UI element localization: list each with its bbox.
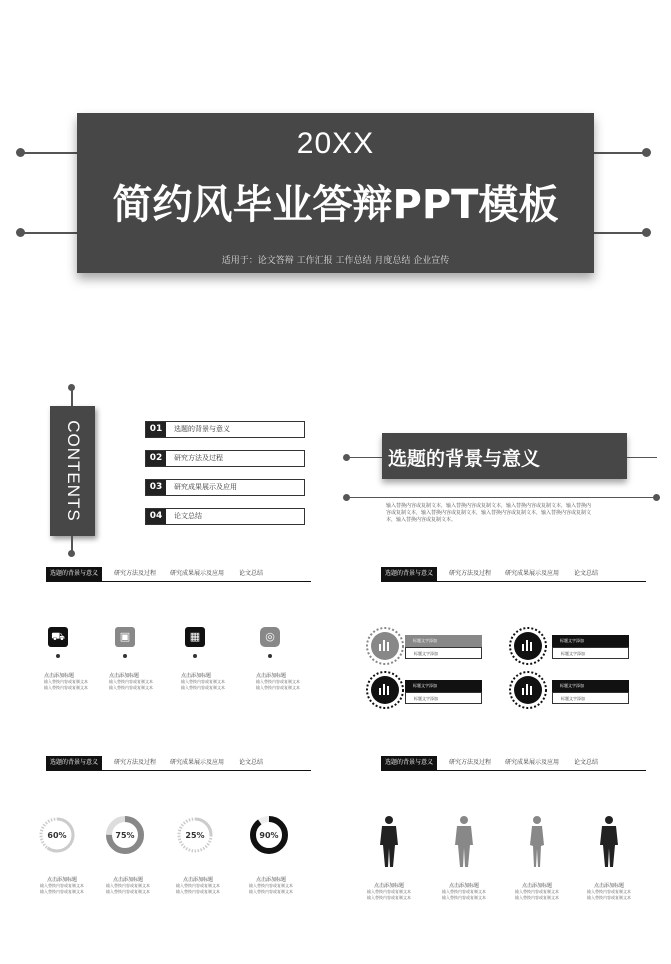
toc-label: 选题的背景与意义 bbox=[174, 425, 230, 433]
card-title: 点击添加标题 bbox=[112, 877, 143, 883]
card-line: 输入替换内容或复制文本 bbox=[106, 889, 150, 894]
tab-summary[interactable]: 论文总结 bbox=[239, 570, 264, 577]
icon-card-1 bbox=[44, 672, 88, 691]
tab-background[interactable]: 选题的背景与意义 bbox=[46, 567, 102, 581]
section-dot-divider-right bbox=[653, 494, 660, 501]
card-line: 输入替换内容或复制文本 bbox=[587, 895, 631, 900]
target-icon: ◎ bbox=[260, 627, 280, 647]
card-line: 输入替换内容或复制文本 bbox=[442, 895, 486, 900]
hero-line-right-top bbox=[594, 152, 646, 154]
card-title: 点击添加标题 bbox=[521, 883, 552, 889]
card-line: 输入替换内容或复制文本 bbox=[367, 889, 411, 894]
card-line: 输入替换内容或复制文本 bbox=[256, 685, 300, 690]
section-title: 选题的背景与意义 bbox=[388, 448, 541, 470]
donut-label: 90% bbox=[259, 831, 279, 840]
hero-dot-right-top bbox=[642, 148, 651, 157]
card-line: 输入替换内容或复制文本 bbox=[256, 679, 300, 684]
section-dot-divider-left bbox=[343, 494, 350, 501]
toc-label: 研究成果展示及应用 bbox=[174, 483, 237, 491]
hero-line-right-bottom bbox=[594, 232, 646, 234]
person-silhouette-icon bbox=[453, 815, 475, 869]
tab-bar bbox=[46, 756, 311, 770]
toc-label: 研究方法及过程 bbox=[174, 454, 223, 462]
tab-method[interactable]: 研究方法及过程 bbox=[449, 570, 492, 577]
card-title: 点击添加标题 bbox=[44, 673, 75, 679]
hero-year: 20XX bbox=[296, 127, 375, 160]
icon-dot bbox=[56, 654, 60, 658]
donut-card-3 bbox=[173, 876, 223, 895]
contents-dot-top bbox=[68, 384, 75, 391]
card-line: 输入替换内容或复制文本 bbox=[176, 889, 220, 894]
tab-summary[interactable]: 论文总结 bbox=[574, 759, 599, 766]
donut-label: 75% bbox=[115, 831, 135, 840]
donut-charts bbox=[0, 800, 340, 870]
hero-title: 简约风毕业答辩PPT模板 bbox=[112, 182, 559, 228]
hero-subtitle: 适用于：论文答辩 工作汇报 工作总结 月度总结 企业宣传 bbox=[221, 256, 450, 266]
donut-card-1 bbox=[37, 876, 87, 895]
card-title: 点击添加标题 bbox=[256, 673, 287, 679]
section-line-left bbox=[347, 457, 382, 458]
tab-background[interactable]: 选题的背景与意义 bbox=[381, 756, 437, 770]
donut-card-4 bbox=[246, 876, 296, 895]
hero-line-left-top bbox=[20, 152, 77, 154]
card-line: 输入替换内容或复制文本 bbox=[109, 679, 153, 684]
tab-bar bbox=[46, 567, 311, 581]
card-line: 输入替换内容或复制文本 bbox=[181, 679, 225, 684]
tab-underline bbox=[46, 770, 311, 771]
icon-dot bbox=[268, 654, 272, 658]
toc-item-2[interactable] bbox=[145, 450, 305, 467]
person-card-3 bbox=[514, 882, 560, 901]
card-title: 点击添加标题 bbox=[373, 883, 404, 889]
tab-method[interactable]: 研究方法及过程 bbox=[449, 759, 492, 766]
section-title-box bbox=[382, 433, 627, 479]
calculator-icon: ▦ bbox=[185, 627, 205, 647]
card-line: 输入替换内容或复制文本 bbox=[367, 895, 411, 900]
badge-title: 标题文字添加 bbox=[405, 680, 482, 692]
badge-title: 标题文字添加 bbox=[552, 680, 629, 692]
person-card-2 bbox=[441, 882, 487, 901]
card-line: 输入替换内容或复制文本 bbox=[40, 889, 84, 894]
badge-title: 标题文字添加 bbox=[405, 635, 482, 647]
person-silhouette-icon bbox=[378, 815, 400, 869]
hero-banner bbox=[77, 113, 594, 273]
badge-title: 标题文字添加 bbox=[552, 635, 629, 647]
cart-icon: ⛟ bbox=[48, 627, 68, 647]
tab-underline bbox=[46, 581, 311, 582]
tab-bar bbox=[381, 567, 646, 581]
card-line: 输入替换内容或复制文本 bbox=[587, 889, 631, 894]
card-line: 输入替换内容或复制文本 bbox=[181, 685, 225, 690]
hero-dot-left-top bbox=[16, 148, 25, 157]
toc-number: 04 bbox=[146, 509, 166, 524]
contents-label: CONTENTS bbox=[63, 420, 83, 522]
tab-summary[interactable]: 论文总结 bbox=[239, 759, 264, 766]
section-divider bbox=[347, 497, 657, 498]
tab-background[interactable]: 选题的背景与意义 bbox=[46, 756, 102, 770]
badge-desc: 标题文字添加 bbox=[552, 647, 629, 659]
badge-desc: 标题文字添加 bbox=[552, 692, 629, 704]
badge-desc: 标题文字添加 bbox=[405, 692, 482, 704]
donut-label: 25% bbox=[185, 831, 205, 840]
card-line: 输入替换内容或复制文本 bbox=[249, 889, 293, 894]
section-line-right bbox=[627, 457, 657, 458]
card-line: 输入替换内容或复制文本 bbox=[106, 883, 150, 888]
card-title: 点击添加标题 bbox=[182, 877, 213, 883]
toc-number: 01 bbox=[146, 422, 166, 437]
card-line: 输入替换内容或复制文本 bbox=[249, 883, 293, 888]
hero-dot-left-bottom bbox=[16, 228, 25, 237]
chart-badge-icon bbox=[365, 670, 405, 710]
card-title: 点击添加标题 bbox=[46, 877, 77, 883]
contents-bar bbox=[50, 406, 95, 536]
card-line: 输入替换内容或复制文本 bbox=[44, 685, 88, 690]
person-silhouette-icon bbox=[598, 815, 620, 869]
card-title: 点击添加标题 bbox=[255, 877, 286, 883]
card-line: 输入替换内容或复制文本 bbox=[515, 889, 559, 894]
section-paragraph: 输入替换内容或复制文本，输入替换内容或复制文本，输入替换内容或复制文本，输入替换内容或复制文本，输入替换内容或复制文本，输入替换内容或复制文本，输入替换内容或复制文本，输入替换内容或复制文本。 bbox=[386, 503, 592, 523]
donut-label: 60% bbox=[47, 831, 67, 840]
tab-method[interactable]: 研究方法及过程 bbox=[114, 759, 157, 766]
donut-card-2 bbox=[103, 876, 153, 895]
hero-line-left-bottom bbox=[20, 232, 77, 234]
tab-underline bbox=[381, 581, 646, 582]
card-line: 输入替换内容或复制文本 bbox=[176, 883, 220, 888]
chart-badge-icon bbox=[508, 626, 548, 666]
icon-dot bbox=[193, 654, 197, 658]
card-line: 输入替换内容或复制文本 bbox=[40, 883, 84, 888]
contents-dot-bottom bbox=[68, 550, 75, 557]
toc-item-4[interactable] bbox=[145, 508, 305, 525]
tab-results[interactable]: 研究成果展示及应用 bbox=[170, 570, 225, 577]
tab-results[interactable]: 研究成果展示及应用 bbox=[170, 759, 225, 766]
chart-badge-icon bbox=[365, 626, 405, 666]
card-title: 点击添加标题 bbox=[181, 673, 212, 679]
card-line: 输入替换内容或复制文本 bbox=[515, 895, 559, 900]
person-card-4 bbox=[586, 882, 632, 901]
card-line: 输入替换内容或复制文本 bbox=[442, 889, 486, 894]
toc-number: 02 bbox=[146, 451, 166, 466]
card-title: 点击添加标题 bbox=[593, 883, 624, 889]
section-dot-left bbox=[343, 454, 350, 461]
tab-results[interactable]: 研究成果展示及应用 bbox=[505, 759, 560, 766]
toc-item-3[interactable] bbox=[145, 479, 305, 496]
card-line: 输入替换内容或复制文本 bbox=[109, 685, 153, 690]
card-title: 点击添加标题 bbox=[109, 673, 140, 679]
chart-badge-icon bbox=[508, 670, 548, 710]
toc-item-1[interactable] bbox=[145, 421, 305, 438]
badge-desc: 标题文字添加 bbox=[405, 647, 482, 659]
card-line: 输入替换内容或复制文本 bbox=[44, 679, 88, 684]
toc-label: 论文总结 bbox=[174, 512, 202, 520]
icon-card-4 bbox=[256, 672, 300, 691]
tab-underline bbox=[381, 770, 646, 771]
person-silhouette-icon bbox=[526, 815, 548, 869]
image-icon: ▣ bbox=[115, 627, 135, 647]
tab-summary[interactable]: 论文总结 bbox=[574, 570, 599, 577]
person-card-1 bbox=[366, 882, 412, 901]
icon-dot bbox=[123, 654, 127, 658]
tab-results[interactable]: 研究成果展示及应用 bbox=[505, 570, 560, 577]
toc-number: 03 bbox=[146, 480, 166, 495]
tab-bar bbox=[381, 756, 646, 770]
icon-card-2 bbox=[109, 672, 153, 691]
card-title: 点击添加标题 bbox=[448, 883, 479, 889]
hero-dot-right-bottom bbox=[642, 228, 651, 237]
tab-background[interactable]: 选题的背景与意义 bbox=[381, 567, 437, 581]
tab-method[interactable]: 研究方法及过程 bbox=[114, 570, 157, 577]
icon-card-3 bbox=[181, 672, 225, 691]
